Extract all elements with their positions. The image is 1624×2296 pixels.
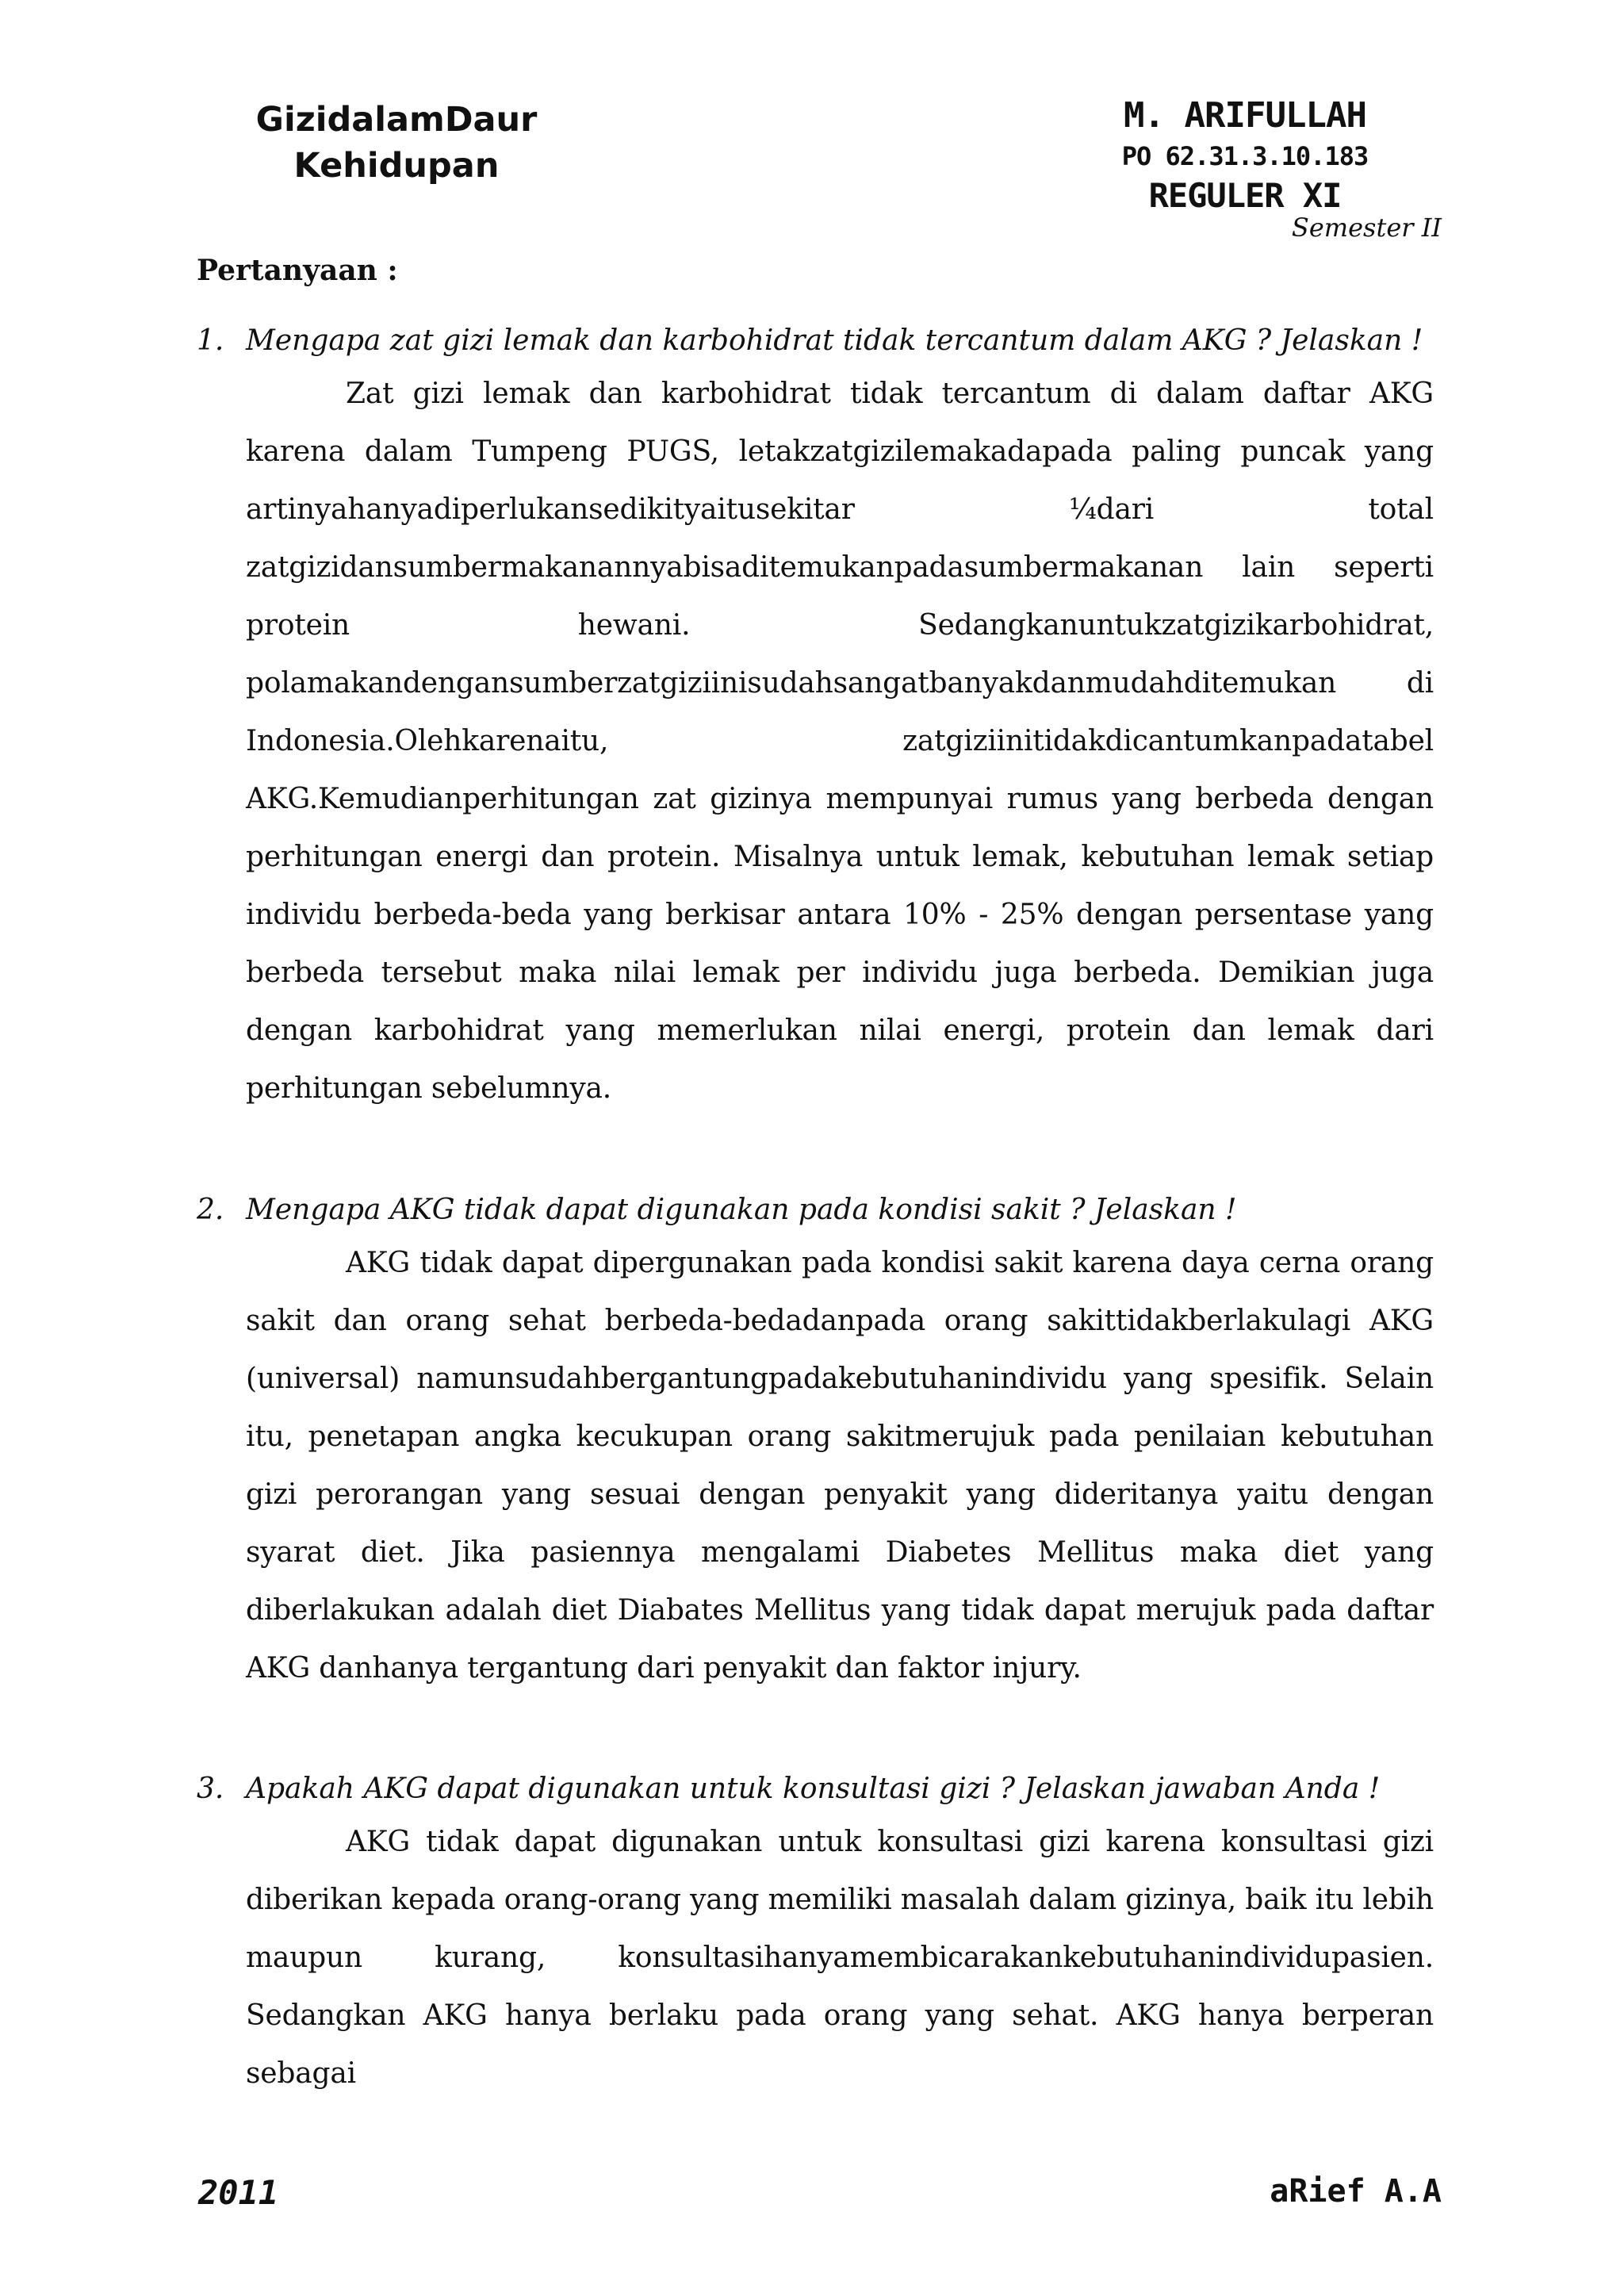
- semester-label: Semester II: [1291, 213, 1442, 243]
- answer-paragraph: Zat gizi lemak dan karbohidrat tidak tercantum di dalam daftar AKG karena dalam Tumpeng PUGS, letakzatgizilemakadapada paling puncak yang artinyahanyadiperlukansedikityaitusekitar ¼dari total zatgizidansumbermakanannyabisaditemukanpadasumbermakanan lain seperti protein hewani. Sedangkanuntukzatgizikarbohidrat, polamakandengansumberzatgiziinisudahsangatbanyakdanmudahditemukan di Indonesia.Olehkarenaitu, zatgiziinitidakdicantumkanpadatabel AKG.Kemudianperhitungan zat gizinya mempunyai rumus yang berbeda dengan perhitungan energi dan protein. Misalnya untuk lemak, kebutuhan lemak setiap individu berbeda-beda yang berkisar antara 10% - 25% dengan persentase yang berbeda tersebut maka nilai lemak per individu juga berbeda. Demikian juga dengan karbohidrat yang memerlukan nilai energi, protein dan lemak dari perhitungan sebelumnya.: [246, 378, 1434, 1105]
- question-item-2: [197, 1191, 1434, 1697]
- title-line-1: GizidalamDaur: [255, 100, 538, 140]
- question-number: 3.: [197, 1773, 224, 1805]
- document-title: [238, 97, 555, 189]
- question-item-1: [197, 322, 1434, 1117]
- question-label: Mengapa zat gizi lemak dan karbohidrat tidak tercantum dalam AKG ? Jelaskan !: [246, 324, 1423, 357]
- question-number: 2.: [197, 1194, 224, 1226]
- question-text: [197, 1191, 1434, 1229]
- title-line-2: Kehidupan: [293, 146, 500, 186]
- question-text: [197, 322, 1434, 360]
- question-item-3: [197, 1770, 1434, 2102]
- answer-paragraph: AKG tidak dapat dipergunakan pada kondisi sakit karena daya cerna orang sakit dan orang sehat berbeda-bedadanpada orang sakittidakberlakulagi AKG (universal) namunsudahbergantungpadakebutuhanindividu yang spesifik. Selain itu, penetapan angka kecukupan orang sakitmerujuk pada penilaian kebutuhan gizi perorangan yang sesuai dengan penyakit yang dideritanya yaitu dengan syarat diet. Jika pasiennya mengalami Diabetes Mellitus maka diet yang diberlakukan adalah diet Diabates Mellitus yang tidak dapat merujuk pada daftar AKG danhanya tergantung dari penyakit dan faktor injury.: [246, 1247, 1434, 1685]
- footer-signature: aRief A.A: [1270, 2173, 1442, 2210]
- author-name: M. ARIFULLAH: [1124, 95, 1366, 136]
- question-text: [197, 1770, 1434, 1808]
- author-class: REGULER XI: [1148, 176, 1342, 215]
- question-number: 1.: [197, 324, 224, 357]
- footer-year: 2011: [198, 2173, 279, 2212]
- section-heading: Pertanyaan :: [197, 254, 398, 287]
- answer-paragraph: AKG tidak dapat digunakan untuk konsultasi gizi karena konsultasi gizi diberikan kepada orang-orang yang memiliki masalah dalam gizinya, baik itu lebih maupun kurang, konsultasihanyamembicarakankebutuhanindividupasien. Sedangkan AKG hanya berlaku pada orang yang sehat. AKG hanya berperan sebagai: [246, 1826, 1434, 2090]
- question-label: Apakah AKG dapat digunakan untuk konsultasi gizi ? Jelaskan jawaban Anda !: [246, 1773, 1381, 1805]
- author-block: [1078, 94, 1411, 217]
- question-label: Mengapa AKG tidak dapat digunakan pada kondisi sakit ? Jelaskan !: [246, 1194, 1237, 1226]
- author-student-id: PO 62.31.3.10.183: [1121, 141, 1369, 171]
